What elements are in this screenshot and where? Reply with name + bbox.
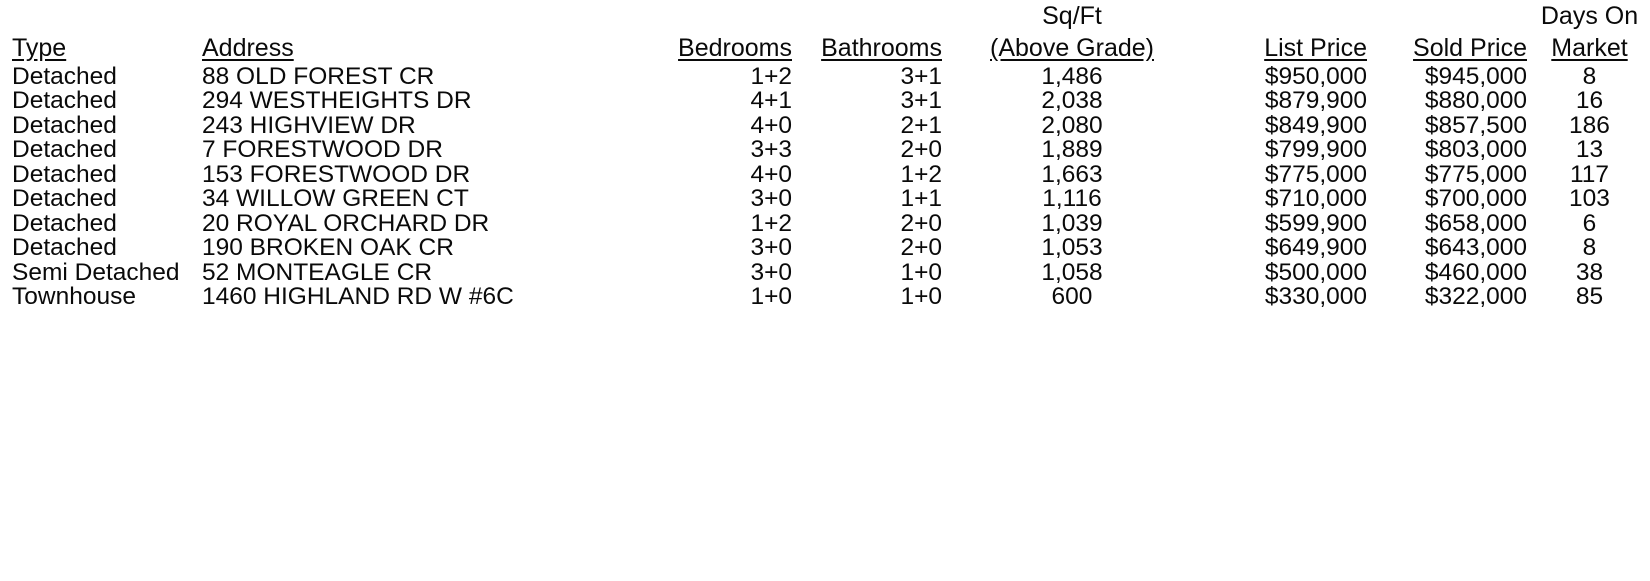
table-row bbox=[12, 65, 1650, 90]
header-address bbox=[202, 32, 632, 65]
cell-sold-price: $945,000 bbox=[1424, 62, 1527, 90]
table-header-top-row bbox=[12, 0, 1650, 32]
cell-sqft: 1,053 bbox=[1041, 234, 1103, 261]
cell-days-on-market: 16 bbox=[1575, 87, 1604, 114]
cell-type: Detached bbox=[12, 62, 117, 90]
cell-sqft: 1,486 bbox=[1041, 62, 1103, 90]
cell-bedrooms: 3+3 bbox=[750, 136, 792, 163]
cell-type: Detached bbox=[12, 160, 117, 188]
table-row bbox=[12, 285, 1650, 310]
cell-bathrooms: 2+0 bbox=[900, 209, 942, 237]
cell-days-on-market: 13 bbox=[1575, 136, 1604, 163]
table-row bbox=[12, 138, 1650, 163]
header-bedrooms bbox=[632, 32, 792, 65]
cell-address: 294 WESTHEIGHTS DR bbox=[202, 87, 472, 114]
table-header bbox=[12, 0, 1650, 65]
cell-days-on-market: 38 bbox=[1575, 258, 1604, 286]
listings-table bbox=[12, 0, 1650, 310]
table-body bbox=[12, 62, 1650, 310]
cell-list-price: $599,900 bbox=[1264, 209, 1367, 237]
cell-type: Detached bbox=[12, 185, 117, 212]
header-list-price bbox=[1202, 32, 1367, 65]
cell-sold-price: $658,000 bbox=[1424, 209, 1527, 237]
cell-list-price: $879,900 bbox=[1264, 87, 1367, 114]
cell-bathrooms: 2+0 bbox=[900, 136, 942, 163]
cell-list-price: $849,900 bbox=[1264, 111, 1367, 139]
cell-address: 153 FORESTWOOD DR bbox=[202, 160, 471, 188]
header-type bbox=[12, 32, 202, 65]
cell-address: 7 FORESTWOOD DR bbox=[202, 136, 443, 163]
cell-bathrooms: 3+1 bbox=[900, 87, 942, 114]
cell-sqft: 2,038 bbox=[1041, 87, 1103, 114]
header-bathrooms bbox=[792, 32, 942, 65]
cell-address: 243 HIGHVIEW DR bbox=[202, 111, 416, 139]
cell-address: 20 ROYAL ORCHARD DR bbox=[202, 209, 490, 237]
header-sold-price-label: Sold Price bbox=[1413, 34, 1527, 62]
cell-address: 88 OLD FOREST CR bbox=[202, 62, 435, 90]
cell-sold-price: $775,000 bbox=[1424, 160, 1527, 188]
cell-list-price: $775,000 bbox=[1264, 160, 1367, 188]
cell-bedrooms: 1+0 bbox=[750, 283, 792, 310]
cell-sold-price: $643,000 bbox=[1424, 234, 1527, 261]
cell-bathrooms: 2+1 bbox=[900, 111, 942, 139]
header-bedrooms-label: Bedrooms bbox=[678, 34, 792, 62]
header-address-label: Address bbox=[202, 34, 294, 62]
cell-address: 1460 HIGHLAND RD W #6C bbox=[202, 283, 514, 310]
cell-sold-price: $857,500 bbox=[1424, 111, 1527, 139]
table-row bbox=[12, 236, 1650, 261]
cell-sqft: 1,116 bbox=[1042, 185, 1102, 212]
cell-bathrooms: 1+0 bbox=[900, 283, 942, 310]
cell-bathrooms: 3+1 bbox=[900, 62, 942, 90]
cell-type: Detached bbox=[12, 209, 117, 237]
cell-days-on-market: 186 bbox=[1569, 111, 1610, 139]
cell-bathrooms: 1+0 bbox=[900, 258, 942, 286]
cell-list-price: $330,000 bbox=[1264, 283, 1367, 310]
header-days-on-market-line2 bbox=[1527, 32, 1650, 65]
cell-address: 34 WILLOW GREEN CT bbox=[202, 185, 469, 212]
table-row bbox=[12, 187, 1650, 212]
cell-sold-price: $803,000 bbox=[1424, 136, 1527, 163]
header-sqft-line1: Sq/Ft bbox=[1042, 2, 1102, 30]
cell-days-on-market: 85 bbox=[1575, 283, 1604, 310]
cell-type: Townhouse bbox=[12, 283, 136, 310]
header-list-price-label: List Price bbox=[1264, 34, 1367, 62]
cell-list-price: $950,000 bbox=[1264, 62, 1367, 90]
header-spacer-list-price bbox=[1202, 0, 1367, 32]
cell-address: 52 MONTEAGLE CR bbox=[202, 258, 433, 286]
cell-sqft: 1,663 bbox=[1041, 160, 1103, 188]
cell-bedrooms: 1+2 bbox=[750, 62, 792, 90]
table-header-main-row bbox=[12, 32, 1650, 65]
cell-type: Detached bbox=[12, 87, 117, 114]
cell-bathrooms: 1+1 bbox=[900, 185, 942, 212]
cell-sold-price: $700,000 bbox=[1424, 185, 1527, 212]
cell-type: Detached bbox=[12, 136, 117, 163]
table-row bbox=[12, 212, 1650, 237]
header-spacer-bedrooms bbox=[632, 0, 792, 32]
cell-list-price: $500,000 bbox=[1264, 258, 1367, 286]
cell-bathrooms: 1+2 bbox=[900, 160, 942, 188]
table-row bbox=[12, 89, 1650, 114]
cell-bedrooms: 3+0 bbox=[750, 258, 792, 286]
cell-list-price: $710,000 bbox=[1264, 185, 1367, 212]
table-row bbox=[12, 163, 1650, 188]
header-sqft-label: (Above Grade) bbox=[990, 34, 1154, 62]
cell-bedrooms: 4+0 bbox=[750, 111, 792, 139]
cell-sold-price: $880,000 bbox=[1424, 87, 1527, 114]
cell-days-on-market: 8 bbox=[1582, 234, 1597, 261]
header-spacer-bathrooms bbox=[792, 0, 942, 32]
cell-sqft: 1,889 bbox=[1041, 136, 1103, 163]
cell-days-on-market: 8 bbox=[1582, 62, 1597, 90]
cell-sqft: 600 bbox=[1051, 283, 1093, 310]
cell-sqft: 2,080 bbox=[1041, 111, 1103, 139]
cell-days-on-market: 6 bbox=[1582, 209, 1597, 237]
cell-bedrooms: 3+0 bbox=[750, 185, 792, 212]
cell-sold-price: $322,000 bbox=[1424, 283, 1527, 310]
header-bathrooms-label: Bathrooms bbox=[821, 34, 942, 62]
header-sqft-line2 bbox=[942, 32, 1202, 65]
header-sold-price bbox=[1367, 32, 1527, 65]
table-row bbox=[12, 261, 1650, 286]
header-spacer-address bbox=[202, 0, 632, 32]
cell-sqft: 1,058 bbox=[1041, 258, 1103, 286]
header-days-on-market-line1: Days On bbox=[1540, 2, 1639, 30]
cell-bedrooms: 4+0 bbox=[750, 160, 792, 188]
header-spacer-sold-price bbox=[1367, 0, 1527, 32]
cell-type: Detached bbox=[12, 111, 117, 139]
cell-bedrooms: 3+0 bbox=[750, 234, 792, 261]
cell-address: 190 BROKEN OAK CR bbox=[202, 234, 454, 261]
cell-type: Semi Detached bbox=[12, 258, 180, 286]
cell-list-price: $799,900 bbox=[1264, 136, 1367, 163]
cell-bathrooms: 2+0 bbox=[900, 234, 942, 261]
cell-bedrooms: 4+1 bbox=[750, 87, 792, 114]
header-type-label: Type bbox=[12, 34, 67, 62]
cell-sold-price: $460,000 bbox=[1424, 258, 1527, 286]
table-row bbox=[12, 114, 1650, 139]
cell-bedrooms: 1+2 bbox=[750, 209, 792, 237]
cell-days-on-market: 103 bbox=[1569, 185, 1610, 212]
header-days-on-market-label: Market bbox=[1551, 34, 1628, 62]
cell-type: Detached bbox=[12, 234, 117, 261]
cell-sqft: 1,039 bbox=[1041, 209, 1103, 237]
cell-list-price: $649,900 bbox=[1264, 234, 1367, 261]
cell-days-on-market: 117 bbox=[1569, 160, 1610, 188]
header-spacer-type bbox=[12, 0, 202, 32]
